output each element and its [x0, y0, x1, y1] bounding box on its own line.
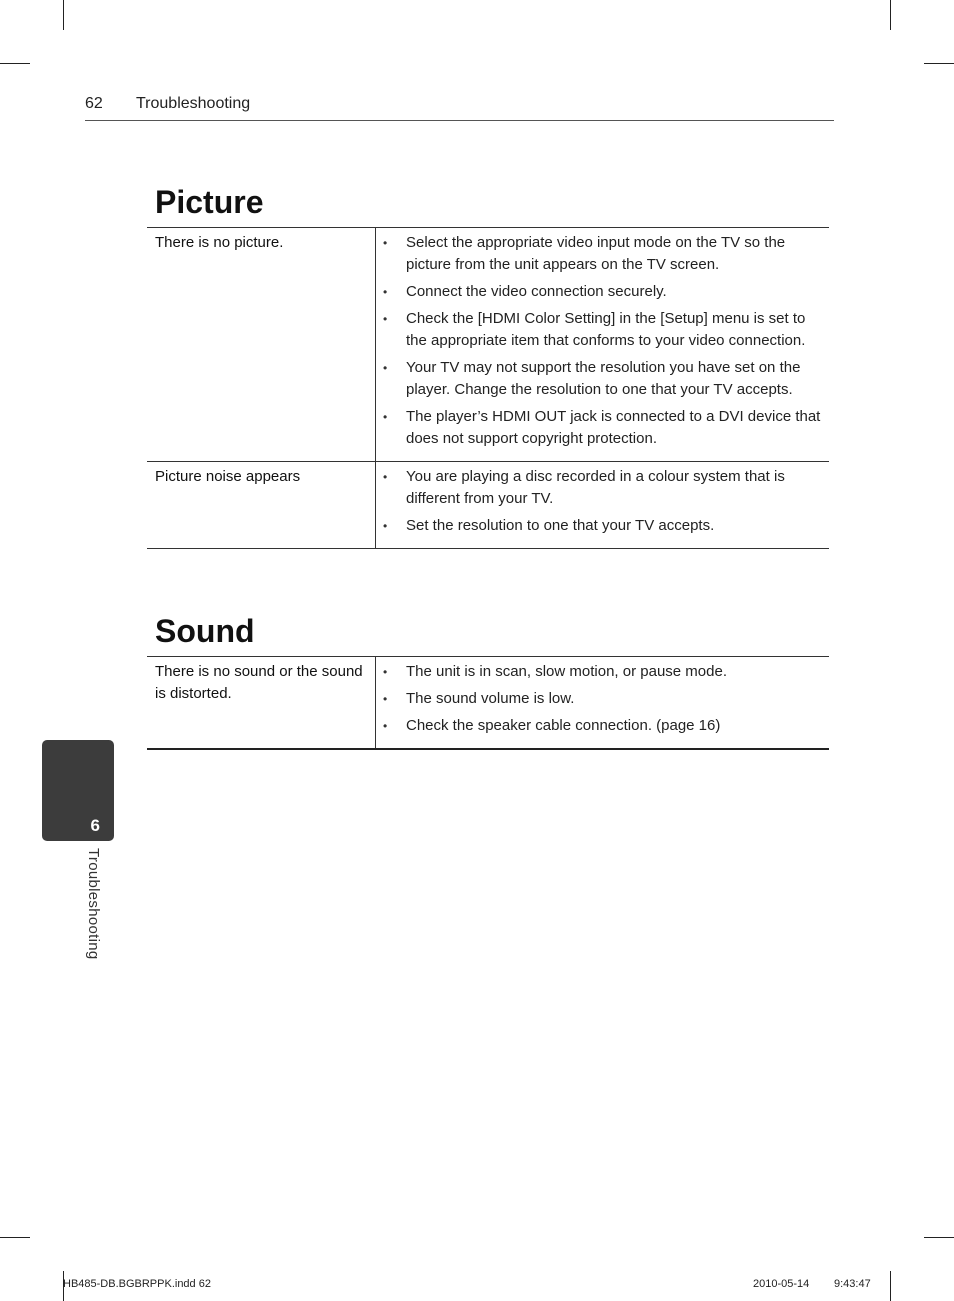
solution-item: • Your TV may not support the resolution you have set on the player. Change the resolution to one that your TV accepts. [406, 357, 821, 401]
solution-item: • Select the appropriate video input mode on the TV so the picture from the unit appears on the TV screen. [406, 232, 821, 276]
crop-mark [0, 1237, 30, 1238]
footer-time: 9:43:47 [834, 1278, 871, 1290]
solution-item: • You are playing a disc recorded in a colour system that is different from your TV. [406, 466, 821, 510]
solution-list [406, 232, 821, 450]
crop-mark [924, 63, 954, 64]
solution-item: • Connect the video connection securely. [406, 281, 821, 303]
footer-date: 2010-05-14 [753, 1278, 810, 1290]
chapter-tab [42, 740, 114, 841]
crop-mark [63, 0, 64, 30]
section-title-picture: Picture [155, 184, 264, 220]
chapter-side-label: Troubleshooting [85, 848, 102, 960]
crop-mark [890, 0, 891, 30]
solutions-cell [376, 228, 830, 462]
solutions-cell [376, 657, 830, 750]
solution-item: • Set the resolution to one that your TV accepts. [406, 515, 821, 537]
solution-item: • Check the [HDMI Color Setting] in the [Setup] menu is set to the appropriate item that conforms to your video connection. [406, 308, 821, 352]
solution-item: • The player’s HDMI OUT jack is connected to a DVI device that does not support copyright protection. [406, 406, 821, 450]
table-row [147, 657, 829, 750]
solution-item: • Check the speaker cable connection. (page 16) [406, 715, 821, 737]
sound-trouble-table [147, 656, 829, 750]
problem-cell: Picture noise appears [147, 462, 376, 549]
table-row [147, 228, 829, 462]
crop-mark [924, 1237, 954, 1238]
page-header [85, 94, 834, 121]
solutions-cell [376, 462, 830, 549]
table-row [147, 462, 829, 549]
crop-mark [890, 1271, 891, 1301]
solution-list [406, 466, 821, 537]
problem-cell: There is no sound or the sound is distorted. [147, 657, 376, 750]
solution-item: • The unit is in scan, slow motion, or pause mode. [406, 661, 821, 683]
picture-trouble-table [147, 227, 829, 549]
footer-file-name: HB485-DB.BGBRPPK.indd 62 [63, 1278, 211, 1290]
problem-cell: There is no picture. [147, 228, 376, 462]
page-number: 62 [85, 95, 103, 112]
solution-item: • The sound volume is low. [406, 688, 821, 710]
chapter-number: 6 [90, 816, 100, 835]
section-title-sound: Sound [155, 613, 255, 649]
header-section-title: Troubleshooting [136, 95, 251, 112]
crop-mark [0, 63, 30, 64]
solution-list [406, 661, 821, 737]
